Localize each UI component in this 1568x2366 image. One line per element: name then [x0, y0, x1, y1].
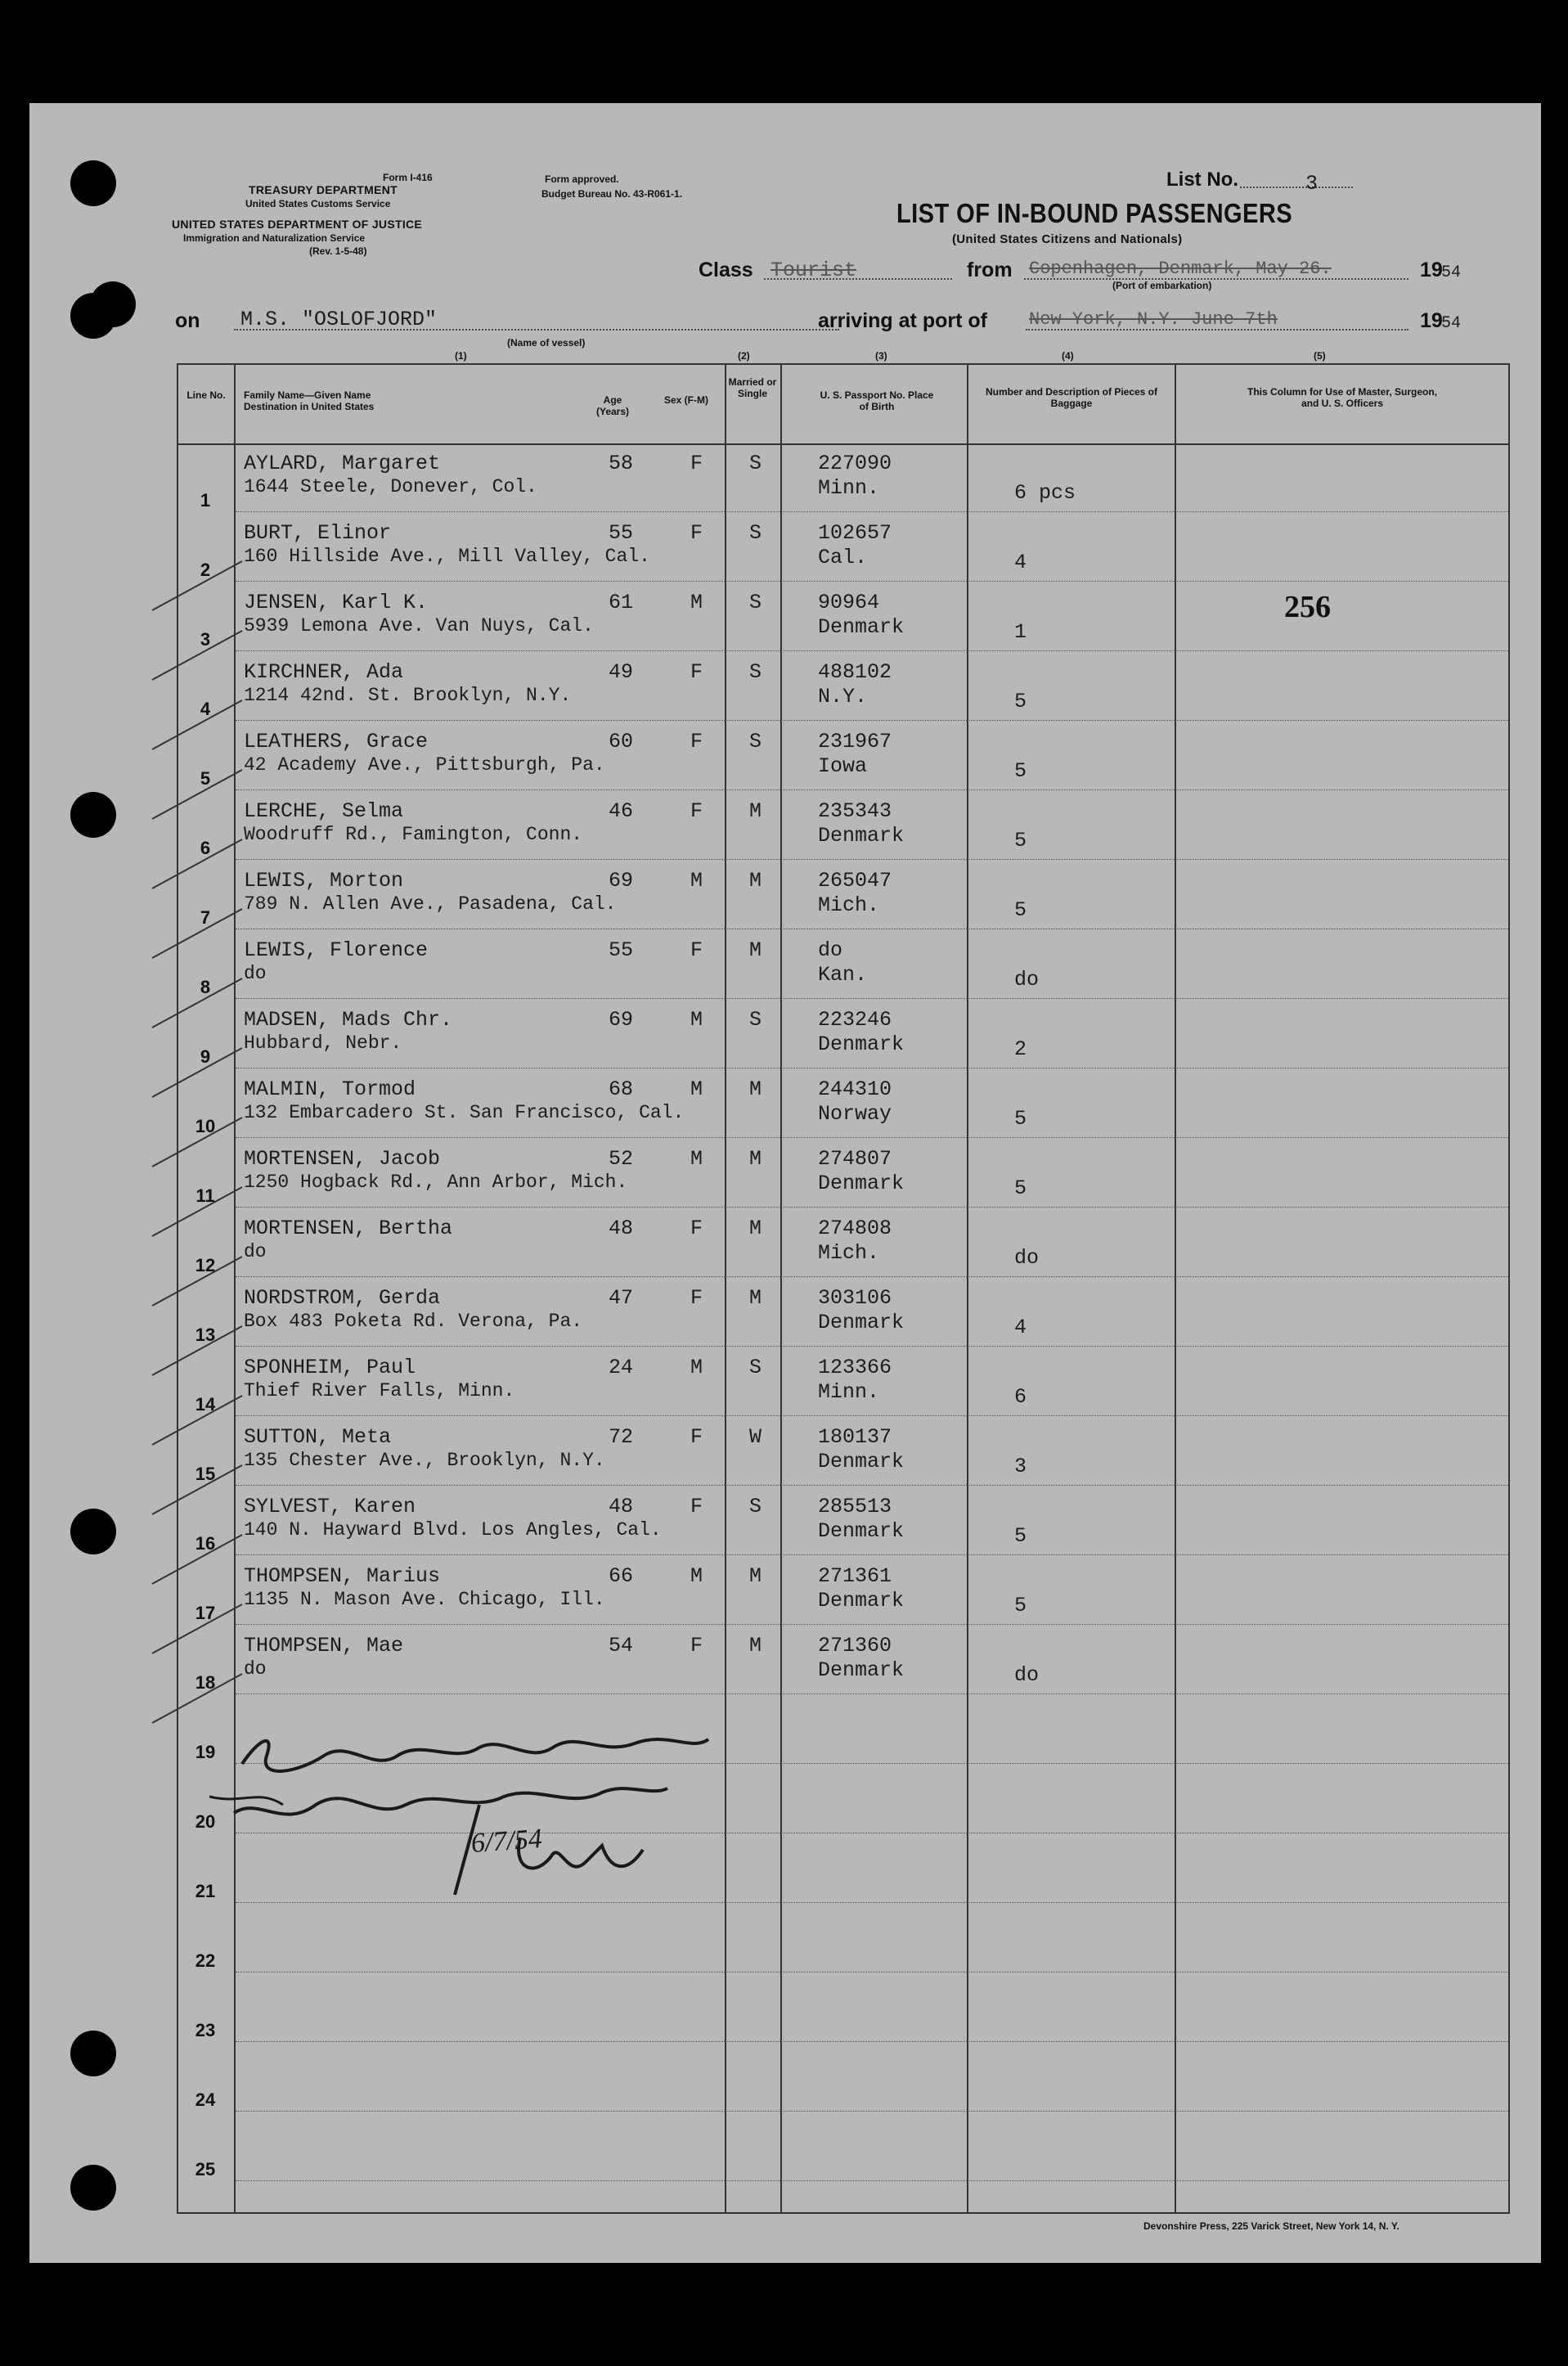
- passenger-passport-no: 102657: [818, 521, 892, 545]
- passenger-baggage: 5: [1014, 1594, 1027, 1617]
- passenger-destination: 140 N. Hayward Blvd. Los Angles, Cal.: [244, 1519, 662, 1541]
- passenger-birthplace: Minn.: [818, 476, 880, 500]
- passenger-destination: do: [244, 1658, 267, 1680]
- passenger-destination: 1250 Hogback Rd., Ann Arbor, Mich.: [244, 1172, 628, 1193]
- arriving-label: arriving at port of: [818, 309, 987, 332]
- passenger-name: MORTENSEN, Jacob: [244, 1147, 441, 1171]
- ins-label: Immigration and Naturalization Service: [183, 232, 366, 244]
- passenger-baggage: do: [1014, 1246, 1040, 1270]
- year-prefix: 19: [1420, 259, 1443, 281]
- row-rule: [236, 720, 1508, 721]
- line-number: 4: [200, 699, 211, 719]
- year-value-2: 54: [1441, 314, 1462, 333]
- page-title: LIST OF IN-BOUND PASSENGERS: [896, 198, 1293, 228]
- col-header-baggage: Number and Description of Pieces of Baggage: [985, 386, 1158, 409]
- row-rule: [236, 650, 1508, 651]
- passenger-passport-no: 274808: [818, 1217, 892, 1240]
- column-number: (5): [1314, 350, 1326, 362]
- punch-hole: [70, 2031, 116, 2076]
- passenger-baggage: 6: [1014, 1385, 1027, 1409]
- class-label: Class: [699, 259, 753, 281]
- passenger-name: LEWIS, Florence: [244, 938, 429, 962]
- passenger-destination: Hubbard, Nebr.: [244, 1032, 402, 1054]
- passenger-birthplace: Denmark: [818, 1519, 905, 1543]
- passenger-sex: F: [690, 730, 703, 753]
- passenger-marital-status: M: [749, 1147, 762, 1171]
- passenger-sex: F: [690, 521, 703, 545]
- officer-note: 256: [1284, 590, 1331, 624]
- line-number: 7: [200, 907, 211, 928]
- passenger-passport-no: 180137: [818, 1425, 892, 1449]
- passenger-passport-no: 265047: [818, 869, 892, 893]
- passenger-destination: 1214 42nd. St. Brooklyn, N.Y.: [244, 685, 572, 706]
- passenger-sex: M: [690, 1564, 703, 1588]
- row-rule: [236, 1624, 1508, 1625]
- punch-hole: [70, 792, 116, 838]
- line-number: 6: [200, 838, 211, 858]
- punch-hole: [70, 1509, 116, 1554]
- line-number: 5: [200, 768, 211, 789]
- passenger-passport-no: 271361: [818, 1564, 892, 1588]
- row-rule: [236, 1554, 1508, 1555]
- col-header-officers: This Column for Use of Master, Surgeon, and U. S. Officers: [1247, 386, 1438, 409]
- passenger-destination: do: [244, 1241, 267, 1262]
- passenger-baggage: 4: [1014, 551, 1027, 574]
- passenger-destination: Box 483 Poketa Rd. Verona, Pa.: [244, 1311, 583, 1332]
- passenger-baggage: 5: [1014, 898, 1027, 922]
- line-number: 18: [195, 1672, 216, 1693]
- passenger-name: SPONHEIM, Paul: [244, 1356, 416, 1379]
- tally-mark: [152, 1048, 242, 1097]
- passenger-name: AYLARD, Margaret: [244, 452, 441, 475]
- punch-hole: [70, 2165, 116, 2211]
- passenger-passport-no: 244310: [818, 1077, 892, 1101]
- passenger-baggage: do: [1014, 1663, 1040, 1687]
- page-subtitle: (United States Citizens and Nationals): [952, 232, 1183, 246]
- tally-mark: [152, 978, 242, 1028]
- passenger-birthplace: Kan.: [818, 963, 868, 987]
- passenger-birthplace: Norway: [818, 1102, 892, 1126]
- tally-mark: [152, 1396, 242, 1445]
- line-number: 19: [195, 1742, 216, 1762]
- line-number: 2: [200, 560, 211, 580]
- passenger-name: THOMPSEN, Mae: [244, 1634, 404, 1658]
- punch-hole: [90, 281, 136, 327]
- passenger-sex: M: [690, 869, 703, 893]
- passenger-birthplace: Denmark: [818, 615, 905, 639]
- line-number: 1: [200, 490, 211, 511]
- tally-mark: [152, 1535, 242, 1584]
- passenger-destination: 1644 Steele, Donever, Col.: [244, 476, 537, 497]
- signature-date: 6/7/54: [470, 1824, 544, 1859]
- passenger-destination: 1135 N. Mason Ave. Chicago, Ill.: [244, 1589, 605, 1610]
- passenger-baggage: 1: [1014, 620, 1027, 644]
- tally-mark: [152, 561, 242, 610]
- passenger-sex: F: [690, 938, 703, 962]
- passenger-passport-no: do: [818, 938, 843, 962]
- passenger-sex: F: [690, 799, 703, 823]
- passenger-destination: 789 N. Allen Ave., Pasadena, Cal.: [244, 893, 617, 915]
- passenger-sex: F: [690, 660, 703, 684]
- passenger-age: 61: [609, 591, 634, 614]
- row-rule: [236, 511, 1508, 512]
- line-number: 9: [200, 1046, 211, 1067]
- passenger-sex: M: [690, 1356, 703, 1379]
- from-label: from: [967, 259, 1013, 281]
- passenger-birthplace: N.Y.: [818, 685, 868, 708]
- passenger-passport-no: 235343: [818, 799, 892, 823]
- col-header-line-no: Line No.: [186, 389, 226, 401]
- passenger-name: SYLVEST, Karen: [244, 1495, 416, 1518]
- passenger-marital-status: W: [749, 1425, 762, 1449]
- line-number: 13: [195, 1325, 216, 1345]
- tally-mark: [152, 1326, 242, 1375]
- tally-mark: [152, 700, 242, 749]
- class-value: Tourist: [771, 259, 857, 282]
- line-number: 10: [195, 1116, 216, 1136]
- passenger-marital-status: M: [749, 1077, 762, 1101]
- passenger-sex: M: [690, 1008, 703, 1032]
- passenger-destination: 160 Hillside Ave., Mill Valley, Cal.: [244, 546, 650, 567]
- row-rule: [236, 581, 1508, 582]
- customs-service: United States Customs Service: [245, 198, 391, 209]
- passenger-name: LEATHERS, Grace: [244, 730, 429, 753]
- col-header-married: Married or Single: [728, 376, 777, 399]
- passenger-name: LEWIS, Morton: [244, 869, 404, 893]
- line-number: 21: [195, 1881, 216, 1901]
- line-number: 14: [195, 1394, 216, 1415]
- passenger-birthplace: Cal.: [818, 546, 868, 569]
- tally-mark: [152, 770, 242, 819]
- row-rule: [236, 789, 1508, 790]
- passenger-sex: M: [690, 1077, 703, 1101]
- passenger-destination: do: [244, 963, 267, 984]
- passenger-sex: F: [690, 1286, 703, 1310]
- column-divider: [1175, 363, 1176, 2214]
- year-value: 54: [1441, 263, 1462, 282]
- passenger-sex: F: [690, 452, 703, 475]
- passenger-name: MADSEN, Mads Chr.: [244, 1008, 453, 1032]
- passenger-birthplace: Denmark: [818, 1658, 905, 1682]
- passenger-destination: 135 Chester Ave., Brooklyn, N.Y.: [244, 1450, 605, 1471]
- line-number: 22: [195, 1950, 216, 1971]
- bleed-through-mark: [1371, 1769, 1494, 1981]
- passenger-baggage: 5: [1014, 829, 1027, 852]
- passenger-marital-status: S: [749, 1356, 762, 1379]
- on-label: on: [175, 309, 200, 332]
- passenger-age: 69: [609, 1008, 634, 1032]
- passenger-baggage: 4: [1014, 1316, 1027, 1339]
- passenger-destination: 42 Academy Ave., Pittsburgh, Pa.: [244, 754, 605, 776]
- row-rule: [236, 1276, 1508, 1277]
- passenger-baggage: 5: [1014, 1524, 1027, 1548]
- row-rule: [236, 1207, 1508, 1208]
- passenger-sex: M: [690, 591, 703, 614]
- passenger-marital-status: S: [749, 452, 762, 475]
- passenger-birthplace: Denmark: [818, 1311, 905, 1334]
- line-number: 23: [195, 2020, 216, 2040]
- passenger-baggage: 6 pcs: [1014, 481, 1076, 505]
- passenger-name: NORDSTROM, Gerda: [244, 1286, 441, 1310]
- passenger-age: 48: [609, 1217, 634, 1240]
- col-header-age: Age (Years): [595, 394, 630, 417]
- passenger-marital-status: S: [749, 1495, 762, 1518]
- passenger-passport-no: 274807: [818, 1147, 892, 1171]
- line-number: 15: [195, 1464, 216, 1484]
- passenger-baggage: do: [1014, 968, 1040, 992]
- justice-dept: UNITED STATES DEPARTMENT OF JUSTICE: [172, 218, 423, 231]
- port-embarkation-caption: (Port of embarkation): [1112, 280, 1212, 291]
- passenger-baggage: 2: [1014, 1037, 1027, 1061]
- passenger-passport-no: 488102: [818, 660, 892, 684]
- passenger-marital-status: M: [749, 1564, 762, 1588]
- row-rule: [236, 1346, 1508, 1347]
- column-number: (1): [455, 350, 467, 362]
- passenger-passport-no: 271360: [818, 1634, 892, 1658]
- line-number: 3: [200, 629, 211, 650]
- form-approved: Form approved.: [545, 173, 619, 185]
- passenger-birthplace: Denmark: [818, 1032, 905, 1056]
- tally-mark: [152, 1257, 242, 1306]
- row-rule: [236, 2111, 1508, 2112]
- row-rule: [236, 859, 1508, 860]
- passenger-birthplace: Mich.: [818, 893, 880, 917]
- passenger-marital-status: S: [749, 591, 762, 614]
- list-no-label: List No.: [1166, 169, 1238, 191]
- passenger-name: MALMIN, Tormod: [244, 1077, 416, 1101]
- line-number: 11: [195, 1185, 215, 1206]
- column-number: (3): [875, 350, 887, 362]
- arriving-value: New York, N.Y. June 7th: [1029, 309, 1278, 330]
- row-rule: [236, 998, 1508, 999]
- passenger-name: LERCHE, Selma: [244, 799, 404, 823]
- passenger-passport-no: 90964: [818, 591, 880, 614]
- passenger-sex: F: [690, 1425, 703, 1449]
- passenger-marital-status: M: [749, 938, 762, 962]
- passenger-age: 54: [609, 1634, 634, 1658]
- line-number: 12: [195, 1255, 216, 1275]
- passenger-age: 46: [609, 799, 634, 823]
- line-number: 17: [195, 1603, 216, 1623]
- passenger-age: 47: [609, 1286, 634, 1310]
- passenger-birthplace: Denmark: [818, 1450, 905, 1473]
- passenger-marital-status: M: [749, 1634, 762, 1658]
- passenger-passport-no: 223246: [818, 1008, 892, 1032]
- tally-mark: [152, 909, 242, 958]
- tally-mark: [152, 1604, 242, 1653]
- row-rule: [236, 2041, 1508, 2042]
- col-header-name: Family Name—Given Name Destination in United States: [244, 389, 375, 412]
- passenger-marital-status: M: [749, 799, 762, 823]
- passenger-age: 55: [609, 521, 634, 545]
- passenger-marital-status: S: [749, 730, 762, 753]
- passenger-marital-status: S: [749, 1008, 762, 1032]
- passenger-destination: Thief River Falls, Minn.: [244, 1380, 515, 1401]
- row-rule: [236, 2180, 1508, 2181]
- tally-mark: [152, 839, 242, 888]
- passenger-birthplace: Denmark: [818, 824, 905, 848]
- row-rule: [236, 1485, 1508, 1486]
- passenger-birthplace: Iowa: [818, 754, 868, 778]
- passenger-baggage: 5: [1014, 690, 1027, 713]
- passenger-marital-status: S: [749, 521, 762, 545]
- line-number: 25: [195, 2159, 216, 2179]
- row-rule: [236, 1137, 1508, 1138]
- passenger-name: JENSEN, Karl K.: [244, 591, 429, 614]
- passenger-age: 68: [609, 1077, 634, 1101]
- revision-label: (Rev. 1-5-48): [309, 245, 367, 257]
- passenger-age: 72: [609, 1425, 634, 1449]
- passenger-passport-no: 231967: [818, 730, 892, 753]
- passenger-marital-status: M: [749, 1286, 762, 1310]
- passenger-passport-no: 303106: [818, 1286, 892, 1310]
- passenger-name: MORTENSEN, Bertha: [244, 1217, 453, 1240]
- passenger-birthplace: Denmark: [818, 1172, 905, 1195]
- tally-mark: [152, 1187, 242, 1236]
- passenger-baggage: 5: [1014, 759, 1027, 783]
- passenger-age: 60: [609, 730, 634, 753]
- list-no-line: [1240, 187, 1353, 188]
- passenger-destination: 132 Embarcadero St. San Francisco, Cal.: [244, 1102, 685, 1123]
- row-rule: [236, 1415, 1508, 1416]
- column-number: (2): [738, 350, 750, 362]
- vessel-caption: (Name of vessel): [507, 337, 586, 349]
- passenger-sex: F: [690, 1634, 703, 1658]
- passenger-age: 24: [609, 1356, 634, 1379]
- line-number: 16: [195, 1533, 216, 1554]
- tally-mark: [152, 1465, 242, 1514]
- list-no-value: 3: [1305, 172, 1319, 196]
- passenger-sex: F: [690, 1217, 703, 1240]
- passenger-name: SUTTON, Meta: [244, 1425, 392, 1449]
- tally-mark: [152, 631, 242, 680]
- passenger-baggage: 5: [1014, 1107, 1027, 1131]
- line-number: 20: [195, 1811, 216, 1832]
- passenger-baggage: 3: [1014, 1455, 1027, 1478]
- tally-mark: [152, 1118, 242, 1167]
- form-number: Form I-416: [383, 172, 433, 183]
- passenger-age: 69: [609, 869, 634, 893]
- passenger-age: 58: [609, 452, 634, 475]
- line-number: 24: [195, 2089, 216, 2110]
- column-divider: [967, 363, 968, 2214]
- passenger-baggage: 5: [1014, 1176, 1027, 1200]
- passenger-destination: Woodruff Rd., Famington, Conn.: [244, 824, 583, 845]
- passenger-sex: M: [690, 1147, 703, 1171]
- budget-bureau: Budget Bureau No. 43-R061-1.: [541, 188, 683, 200]
- passenger-age: 55: [609, 938, 634, 962]
- col-header-passport: U. S. Passport No. Place of Birth: [820, 389, 934, 412]
- column-number: (4): [1062, 350, 1074, 362]
- col-header-sex: Sex (F-M): [664, 394, 708, 406]
- treasury-dept: TREASURY DEPARTMENT: [249, 183, 398, 196]
- line-number: 8: [200, 977, 211, 997]
- passenger-name: THOMPSEN, Marius: [244, 1564, 441, 1588]
- year-prefix-2: 19: [1420, 309, 1443, 332]
- passenger-destination: 5939 Lemona Ave. Van Nuys, Cal.: [244, 615, 594, 636]
- passenger-marital-status: M: [749, 869, 762, 893]
- passenger-birthplace: Denmark: [818, 1589, 905, 1613]
- punch-hole: [70, 160, 116, 206]
- passenger-marital-status: S: [749, 660, 762, 684]
- passenger-passport-no: 285513: [818, 1495, 892, 1518]
- passenger-passport-no: 123366: [818, 1356, 892, 1379]
- passenger-age: 49: [609, 660, 634, 684]
- passenger-age: 52: [609, 1147, 634, 1171]
- from-value: Copenhagen, Denmark, May 26.: [1029, 259, 1332, 279]
- passenger-sex: F: [690, 1495, 703, 1518]
- passenger-name: BURT, Elinor: [244, 521, 392, 545]
- passenger-marital-status: M: [749, 1217, 762, 1240]
- passenger-age: 48: [609, 1495, 634, 1518]
- passenger-age: 66: [609, 1564, 634, 1588]
- vessel-value: M.S. "OSLOFJORD": [240, 308, 438, 331]
- passenger-passport-no: 227090: [818, 452, 892, 475]
- passenger-name: KIRCHNER, Ada: [244, 660, 404, 684]
- passenger-birthplace: Minn.: [818, 1380, 880, 1404]
- table-header-rule: [177, 443, 1510, 445]
- printer-footer: Devonshire Press, 225 Varick Street, New York 14, N. Y.: [1143, 2220, 1400, 2232]
- form-sheet: [29, 103, 1541, 2263]
- passenger-birthplace: Mich.: [818, 1241, 880, 1265]
